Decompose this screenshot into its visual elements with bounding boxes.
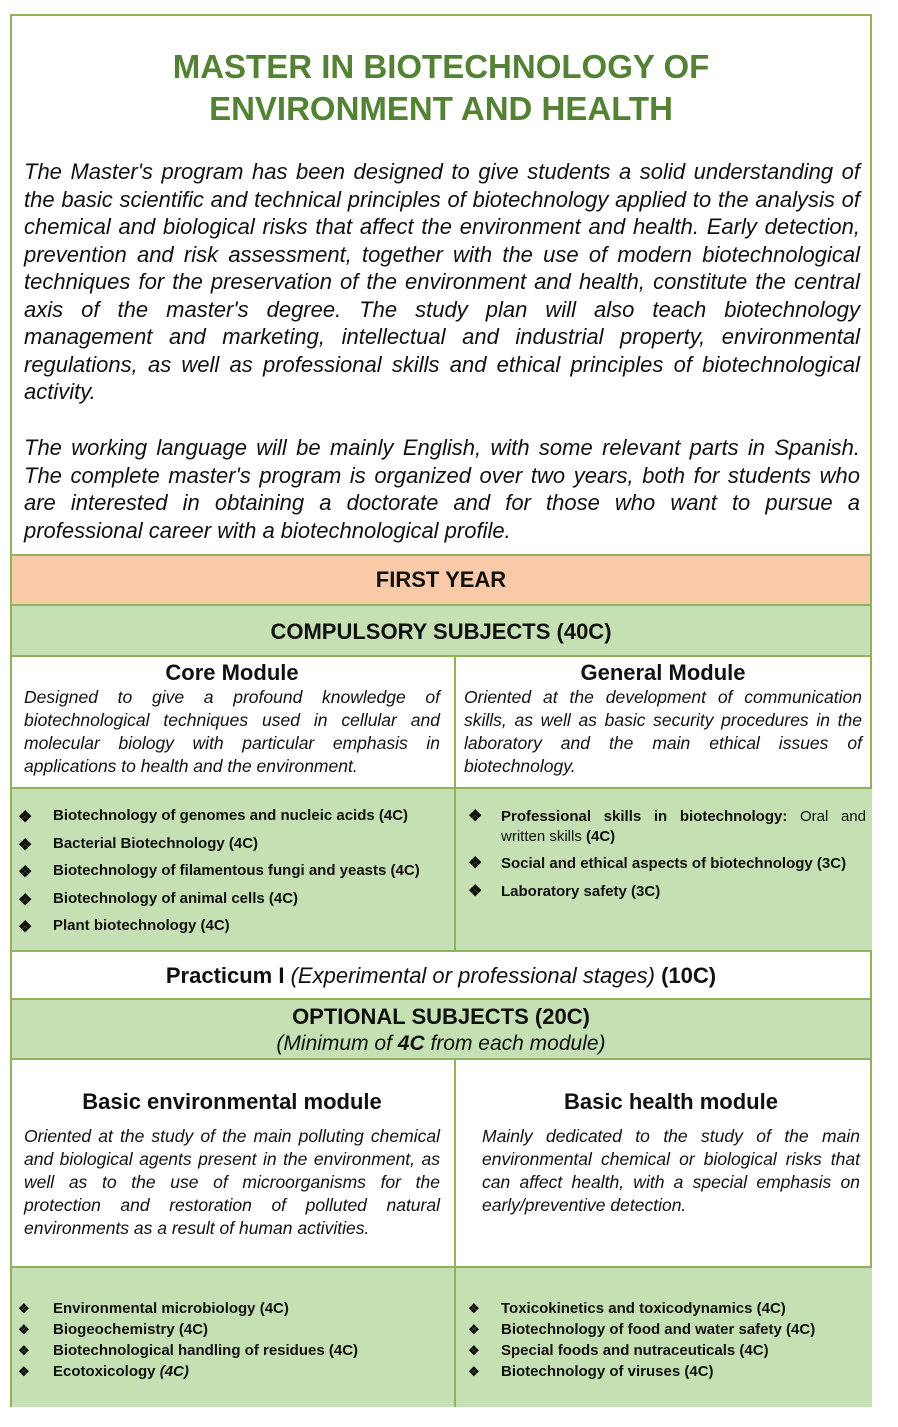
general-module-description: Oriented at the development of communication skills, as well as basic security procedures in the laboratory and the main ethical issues of biotechnology. xyxy=(464,687,862,776)
diamond-bullet-icon: ❖ xyxy=(18,1364,30,1379)
compulsory-modules xyxy=(12,655,870,950)
diamond-bullet-icon: ❖ xyxy=(18,891,33,909)
health-module-description: Mainly dedicated to the study of the main environmental chemical or biological risks that can affect health, with a special emphasis on early/preventive detection. xyxy=(482,1126,860,1215)
list-item: ❖ Plant biotechnology (4C) xyxy=(18,917,230,936)
list-item: ❖ Biotechnology of food and water safety (4C) xyxy=(468,1321,816,1338)
list-item: ❖ Ecotoxicology (4C) xyxy=(18,1363,189,1380)
diamond-bullet-icon: ❖ xyxy=(468,1322,480,1337)
intro-paragraph-2: The working language will be mainly English, with some relevant parts in Spanish. The complete master's program is organized over two years, both for students who are interested in obtaining a doctorate and for those who want to pursue a professional career with a biotechnological profile. xyxy=(24,435,860,543)
general-subjects-list xyxy=(468,807,866,902)
diamond-bullet-icon: ❖ xyxy=(468,808,483,825)
diamond-bullet-icon: ❖ xyxy=(18,1322,30,1337)
practicum-credits: (10C) xyxy=(661,963,717,988)
optional-subjects-title: OPTIONAL SUBJECTS (20C) xyxy=(292,1004,590,1029)
health-module xyxy=(456,1060,872,1266)
practicum-row xyxy=(12,950,870,998)
compulsory-subjects-header: COMPULSORY SUBJECTS (40C) xyxy=(12,604,870,655)
title-line-1: MASTER IN BIOTECHNOLOGY OF xyxy=(172,48,710,85)
core-subjects-list-box xyxy=(12,789,454,950)
optional-subjects-subtitle: (Minimum of 4C from each module) xyxy=(276,1032,606,1055)
list-item: ❖ Bacterial Biotechnology (4C) xyxy=(18,834,259,854)
diamond-bullet-icon: ❖ xyxy=(468,1301,480,1316)
practicum-name: Practicum I xyxy=(165,963,285,988)
diamond-bullet-icon: ❖ xyxy=(18,809,33,826)
health-subjects-list xyxy=(468,1298,866,1382)
diamond-bullet-icon: ❖ xyxy=(18,1301,30,1316)
list-item: ❖ Biotechnology of genomes and nucleic acids (4C) xyxy=(18,807,409,826)
core-module xyxy=(12,657,454,787)
list-item: ❖ Biotechnology of animal cells (4C) xyxy=(18,889,299,909)
general-subjects-list-box xyxy=(456,789,872,950)
environmental-module xyxy=(12,1060,454,1266)
core-module-description: Designed to give a profound knowledge of biotechnological techniques used in cellular and molecular biology with particular emphasis in applications to health and the environment. xyxy=(24,687,440,776)
page-title xyxy=(12,46,870,130)
list-item: ❖ Environmental microbiology (4C) xyxy=(18,1300,289,1317)
optional-subjects-header xyxy=(12,998,870,1058)
intro-paragraph-1: The Master's program has been designed to give students a solid understanding of the basic scientific and technical principles of biotechnology applied to the analysis of chemical and biological risks that affect the environment and health. Early detection, prevention and risk assessment, together with the use of modern biotechnological techniques for the preservation of the environment and health, constitute the central axis of the master's degree. The study plan will also teach biotechnology management and marketing, intellectual and industrial property, environmental regulations, as well as professional skills and ethical principles of biotechnological activity. xyxy=(24,159,860,404)
title-line-2: ENVIRONMENT AND HEALTH xyxy=(209,90,673,127)
environmental-subjects-list-box xyxy=(12,1268,454,1407)
health-subjects-list-box xyxy=(456,1268,872,1407)
diamond-bullet-icon: ❖ xyxy=(18,919,33,936)
list-item: ❖ Professional skills in biotechnology: Oral and written skills (4C) xyxy=(468,808,866,845)
diamond-bullet-icon: ❖ xyxy=(18,864,33,881)
list-item: ❖ Toxicokinetics and toxicodynamics (4C) xyxy=(468,1300,786,1317)
environmental-module-title: Basic environmental module xyxy=(82,1089,382,1114)
diamond-bullet-icon: ❖ xyxy=(468,1343,480,1358)
environmental-subjects-list xyxy=(18,1298,446,1382)
list-item: ❖ Biogeochemistry (4C) xyxy=(18,1321,209,1338)
program-frame xyxy=(10,14,872,1407)
first-year-header: FIRST YEAR xyxy=(12,554,870,604)
diamond-bullet-icon: ❖ xyxy=(18,836,33,854)
general-module-title: General Module xyxy=(580,660,746,685)
diamond-bullet-icon: ❖ xyxy=(468,883,483,900)
practicum-detail: (Experimental or professional stages) xyxy=(290,963,655,988)
diamond-bullet-icon: ❖ xyxy=(18,1343,30,1358)
core-subjects-list xyxy=(18,807,446,945)
health-module-title: Basic health module xyxy=(564,1089,778,1114)
list-item: ❖ Biotechnology of viruses (4C) xyxy=(468,1363,714,1380)
list-item: ❖ Biotechnological handling of residues (4C) xyxy=(18,1342,359,1359)
optional-modules xyxy=(12,1058,870,1407)
list-item: ❖ Social and ethical aspects of biotechnology (3C) xyxy=(468,855,847,872)
core-module-title: Core Module xyxy=(165,660,299,685)
list-item: ❖ Laboratory safety (3C) xyxy=(468,883,661,900)
diamond-bullet-icon: ❖ xyxy=(468,855,483,872)
general-module xyxy=(456,657,872,787)
list-item: ❖ Special foods and nutraceuticals (4C) xyxy=(468,1342,769,1359)
diamond-bullet-icon: ❖ xyxy=(468,1364,480,1379)
environmental-module-description: Oriented at the study of the main polluting chemical and biological agents present in the environment, as well as to the use of microorganisms for the protection and restoration of polluted natural environments as a result of human activities. xyxy=(24,1126,440,1238)
list-item: ❖ Biotechnology of filamentous fungi and yeasts (4C) xyxy=(18,862,420,881)
